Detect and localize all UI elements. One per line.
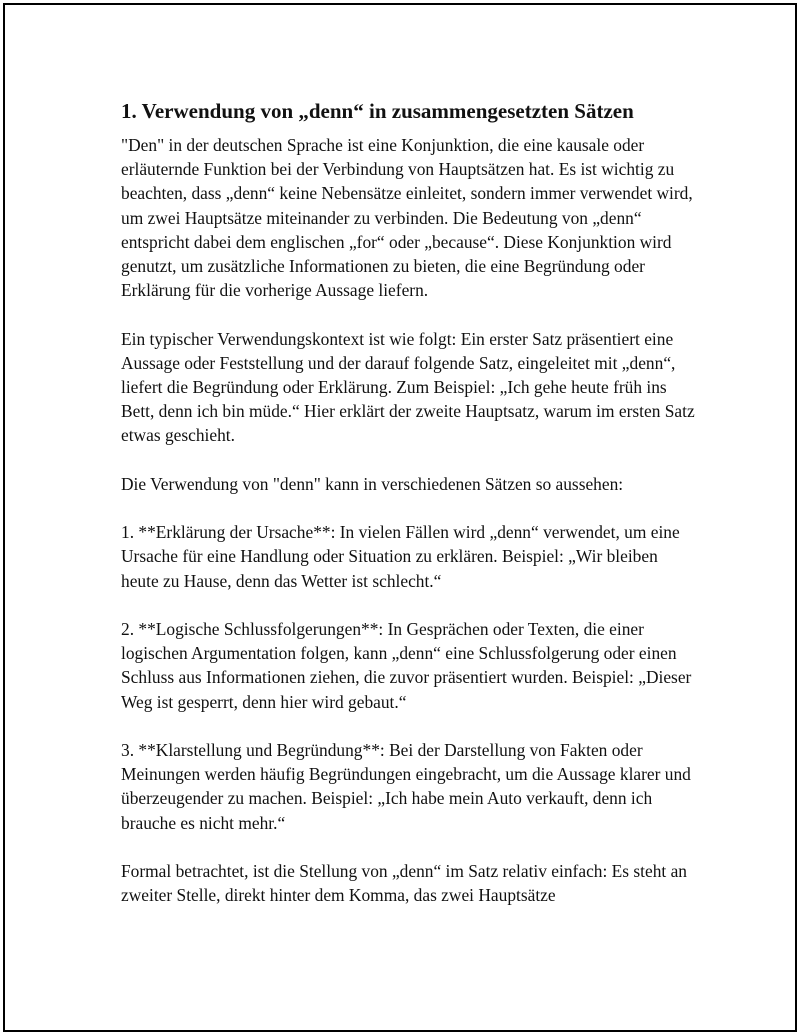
- paragraph-point-2: 2. **Logische Schlussfolgerungen**: In Gesprächen oder Texten, die einer logischen Argumentation folgen, kann „denn“ eine Schlussfolgerung oder einen Schluss aus Informationen ziehen, die zuvor präsentiert wurden. Beispiel: „Dieser Weg ist gesperrt, denn hier wird gebaut.“: [121, 619, 692, 712]
- paragraph-usage-lead: Die Verwendung von "denn" kann in verschiedenen Sätzen so aussehen:: [121, 473, 624, 494]
- paragraph-context: Ein typischer Verwendungskontext ist wie folgt: Ein erster Satz präsentiert eine Aussage oder Feststellung und der darauf folgende Satz, eingeleitet mit „denn“, liefert die Begründung oder Erklärung. Zum Beispiel: „Ich gehe heute früh ins Bett, denn ich bin müde.“ Hier erklärt der zweite Hauptsatz, warum im ersten Satz etwas geschieht.: [121, 328, 695, 446]
- paragraph-point-1: 1. **Erklärung der Ursache**: In vielen Fällen wird „denn“ verwendet, um eine Ursache für eine Handlung oder Situation zu erklären. Beispiel: „Wir bleiben heute zu Hause, denn das Wetter ist schlecht.“: [121, 522, 680, 591]
- paragraph-point-3: 3. **Klarstellung und Begründung**: Bei der Darstellung von Fakten oder Meinungen werden häufig Begründungen eingebracht, um die Aussage klarer und überzeugender zu machen. Beispiel: „Ich habe mein Auto verkauft, denn ich brauche es nicht mehr.“: [121, 740, 691, 833]
- page-frame: [3, 3, 797, 1032]
- paragraph-intro: "Den" in der deutschen Sprache ist eine Konjunktion, die eine kausale oder erläuternde Funktion bei der Verbindung von Hauptsätzen hat. Es ist wichtig zu beachten, dass „denn“ keine Nebensätze einleitet, sondern immer verwendet wird, um zwei Hauptsätze miteinander zu verbinden. Die Bedeutung von „denn“ entspricht dabei dem englischen „for“ oder „because“. Diese Konjunktion wird genutzt, um zusätzliche Informationen zu bieten, die eine Begründung oder Erklärung für die vorherige Aussage liefern.: [121, 135, 693, 301]
- section-heading: 1. Verwendung von „denn“ in zusammengesetzten Sätzen: [121, 99, 634, 123]
- document-body: [121, 97, 696, 932]
- paragraph-formal: Formal betrachtet, ist die Stellung von „denn“ im Satz relativ einfach: Es steht an zweiter Stelle, direkt hinter dem Komma, das zwei Hauptsätze: [121, 861, 688, 906]
